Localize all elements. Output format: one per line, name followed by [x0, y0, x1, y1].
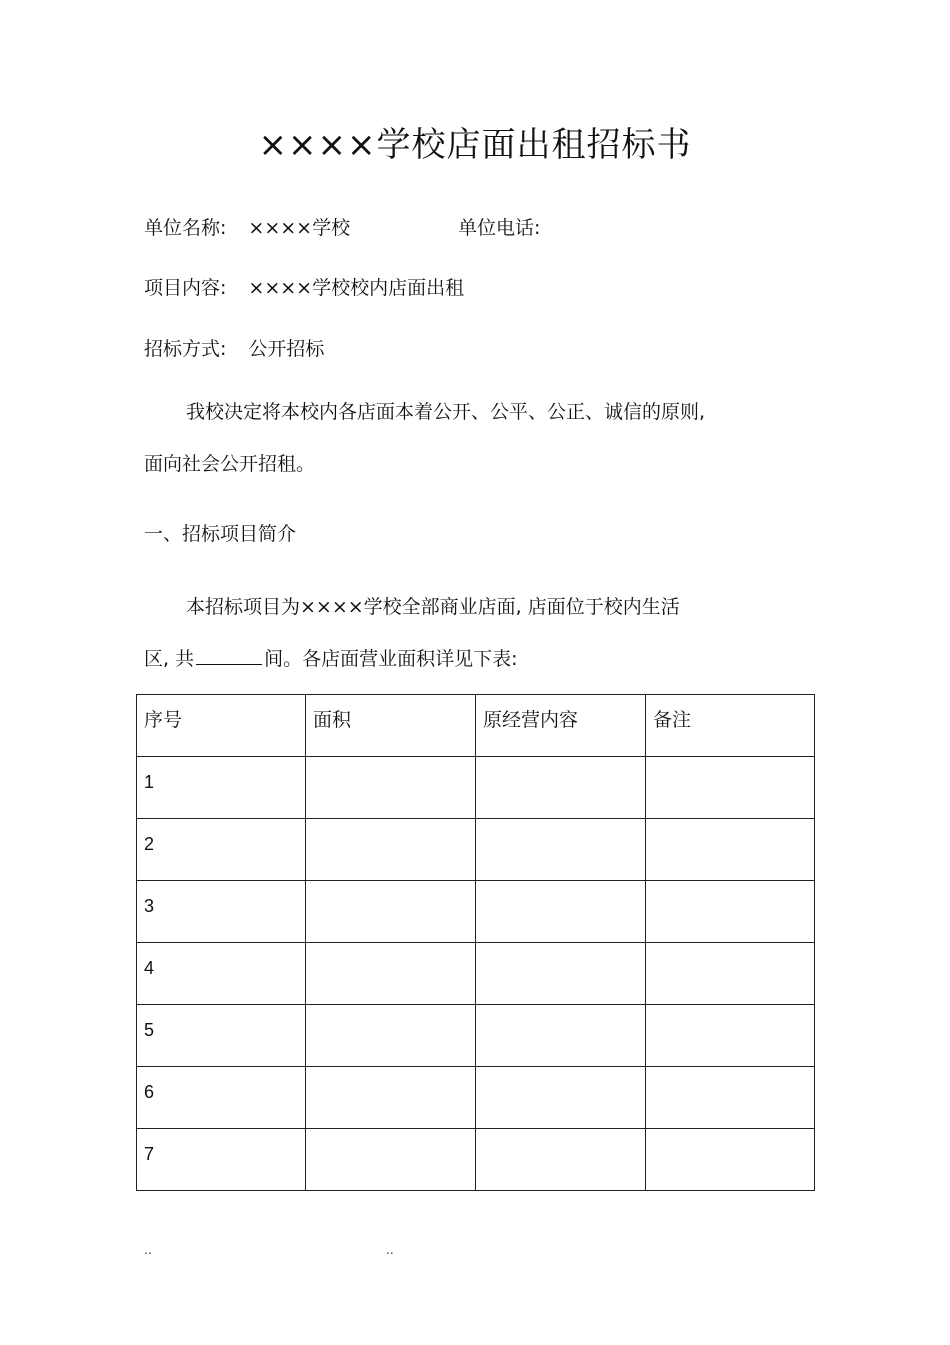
- unit-phone-label: 单位电话:: [458, 217, 541, 239]
- cell-area: [306, 1067, 476, 1129]
- intro-paragraph-line1: 我校决定将本校内各店面本着公开、公平、公正、诚信的原则,: [186, 401, 706, 423]
- table-row: [137, 1129, 815, 1191]
- cell-remarks: [646, 819, 815, 881]
- cell-remarks: [646, 757, 815, 819]
- table-row: [137, 1005, 815, 1067]
- cell-original-business: [476, 819, 646, 881]
- project-desc-line1: 本招标项目为××××学校全部商业店面, 店面位于校内生活: [186, 596, 680, 618]
- unit-info-line: [144, 214, 844, 242]
- shop-count-blank: [196, 644, 262, 665]
- header-serial: 序号: [137, 695, 306, 757]
- section-heading: 一、招标项目简介: [144, 523, 297, 545]
- project-content-value: ××××学校校内店面出租: [248, 277, 465, 299]
- table-row: [137, 1067, 815, 1129]
- cell-area: [306, 819, 476, 881]
- table-row: [137, 819, 815, 881]
- cell-area: [306, 881, 476, 943]
- table-row: [137, 757, 815, 819]
- cell-original-business: [476, 1005, 646, 1067]
- cell-serial: 4: [137, 943, 306, 1005]
- table-row: [137, 943, 815, 1005]
- cell-original-business: [476, 1129, 646, 1191]
- cell-remarks: [646, 1005, 815, 1067]
- table-header-row: [137, 695, 815, 757]
- cell-area: [306, 1129, 476, 1191]
- cell-remarks: [646, 1129, 815, 1191]
- cell-serial: 5: [137, 1005, 306, 1067]
- cell-serial: 7: [137, 1129, 306, 1191]
- bid-method-label: 招标方式:: [144, 338, 227, 360]
- cell-original-business: [476, 757, 646, 819]
- project-desc-suffix: 间。各店面营业面积详见下表:: [264, 648, 518, 670]
- footer-mark-right: ..: [386, 1243, 394, 1257]
- cell-serial: 6: [137, 1067, 306, 1129]
- footer-mark-left: ..: [144, 1243, 152, 1257]
- cell-original-business: [476, 943, 646, 1005]
- unit-name-label: 单位名称:: [144, 217, 227, 239]
- cell-remarks: [646, 881, 815, 943]
- cell-area: [306, 757, 476, 819]
- cell-serial: 1: [137, 757, 306, 819]
- cell-remarks: [646, 943, 815, 1005]
- cell-remarks: [646, 1067, 815, 1129]
- table-row: [137, 881, 815, 943]
- unit-name-value: ××××学校: [248, 217, 351, 239]
- cell-serial: 3: [137, 881, 306, 943]
- shop-area-table: [136, 694, 815, 1191]
- header-area: 面积: [306, 695, 476, 757]
- cell-area: [306, 943, 476, 1005]
- cell-original-business: [476, 1067, 646, 1129]
- bid-method-value: 公开招标: [248, 338, 325, 360]
- project-desc-prefix: 区, 共: [144, 648, 195, 670]
- cell-serial: 2: [137, 819, 306, 881]
- bid-method-line: [144, 335, 324, 363]
- cell-area: [306, 1005, 476, 1067]
- header-original-business: 原经营内容: [476, 695, 646, 757]
- document-title: ××××学校店面出租招标书: [258, 125, 692, 165]
- header-remarks: 备注: [646, 695, 815, 757]
- cell-original-business: [476, 881, 646, 943]
- intro-paragraph-line2: 面向社会公开招租。: [144, 453, 316, 475]
- project-desc-line2: [144, 644, 518, 673]
- project-content-label: 项目内容:: [144, 277, 227, 299]
- project-content-line: [144, 274, 464, 302]
